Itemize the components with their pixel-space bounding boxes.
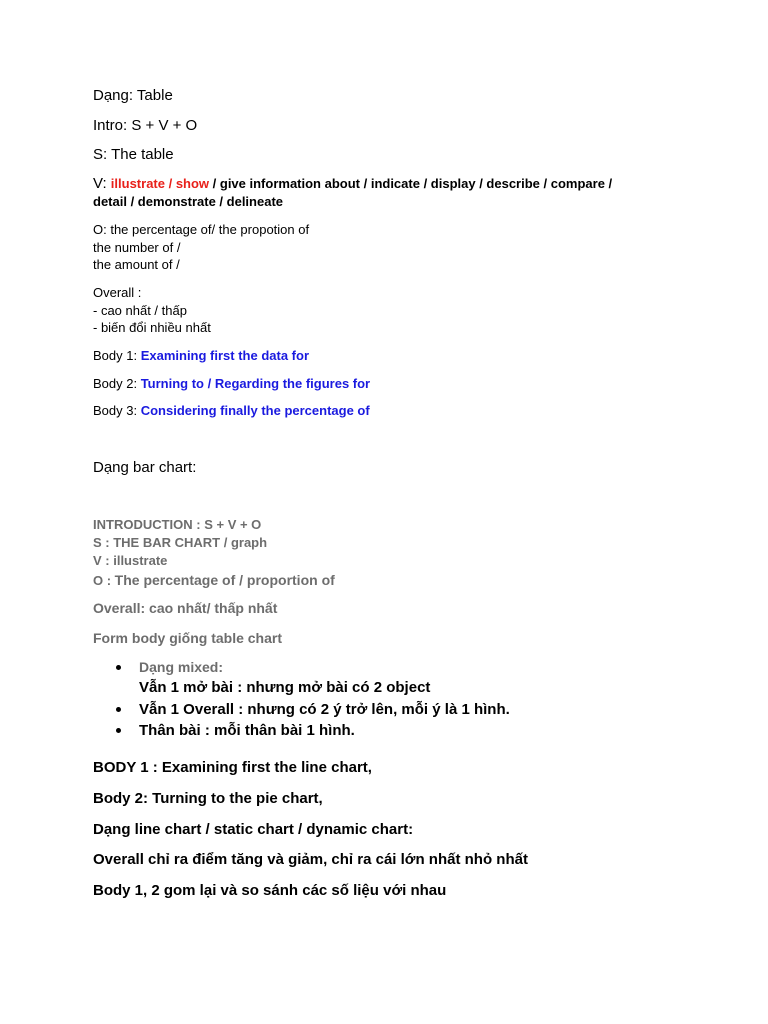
table-verb-line <box>93 175 612 193</box>
body3-label: Body 3: <box>93 403 141 418</box>
table-subject-line: S: The table <box>93 146 174 163</box>
bar-type-heading: Dạng bar chart: <box>93 459 197 476</box>
mixed-bullet-2-text: Vẫn 1 Overall : nhưng có 2 ý trở lên, mỗi ý là 1 hình. <box>139 701 510 718</box>
mixed-bullet-1-text: Vẫn 1 mở bài : nhưng mở bài có 2 object <box>139 679 431 696</box>
table-object-line-3: the amount of / <box>93 257 180 272</box>
table-body3-line <box>93 404 370 419</box>
mixed-body1-line: BODY 1 : Examining first the line chart, <box>93 759 372 776</box>
table-overall-item-2: - biến đổi nhiều nhất <box>93 320 211 335</box>
bar-overall-line: Overall: cao nhất/ thấp nhất <box>93 600 278 616</box>
body2-text: Turning to / Regarding the figures for <box>140 376 371 391</box>
table-type-heading: Dạng: Table <box>93 87 173 104</box>
line-chart-body: Body 1, 2 gom lại và so sánh các số liệu với nhau <box>93 882 447 899</box>
bullet-dot-1 <box>116 665 121 670</box>
table-overall-item-1: - cao nhất / thấp <box>93 303 187 318</box>
mixed-bullet-1-title: Dạng mixed: <box>139 659 224 675</box>
table-object-line-2: the number of / <box>93 240 181 255</box>
line-chart-overall: Overall chỉ ra điểm tăng và giảm, chỉ ra cái lớn nhất nhỏ nhất <box>93 851 528 868</box>
bar-object-line <box>93 572 335 590</box>
bar-introduction-line: INTRODUCTION : S + V + O <box>93 517 262 532</box>
verb-prefix: V: <box>93 175 111 192</box>
bar-object-text: The percentage of / proportion of <box>114 572 335 588</box>
bar-form-body-line: Form body giống table chart <box>93 630 283 646</box>
body3-text: Considering finally the percentage of <box>140 403 370 418</box>
bar-verb-line: V : illustrate <box>93 553 168 568</box>
mixed-body2-line: Body 2: Turning to the pie chart, <box>93 790 323 807</box>
verb-rest-1: / give information about / indicate / display / describe / compare / <box>209 176 613 191</box>
mixed-bullet-3-text: Thân bài : mỗi thân bài 1 hình. <box>139 722 355 739</box>
bullet-dot-2 <box>116 707 121 712</box>
body1-text: Examining first the data for <box>140 348 310 363</box>
table-verb-line-2: detail / demonstrate / delineate <box>93 194 283 209</box>
body1-label: Body 1: <box>93 348 141 363</box>
table-object-line-1: O: the percentage of/ the propotion of <box>93 222 310 237</box>
table-intro-line: Intro: S + V + O <box>93 117 198 134</box>
bar-subject-line: S : THE BAR CHART / graph <box>93 535 268 550</box>
bullet-dot-3 <box>116 728 121 733</box>
table-body1-line <box>93 349 309 364</box>
body2-label: Body 2: <box>93 376 141 391</box>
table-body2-line <box>93 377 370 392</box>
line-chart-heading: Dạng line chart / static chart / dynamic chart: <box>93 821 414 838</box>
table-overall-title: Overall : <box>93 285 142 300</box>
verb-highlight: illustrate / show <box>110 176 210 191</box>
bar-object-prefix: O : <box>93 573 115 588</box>
